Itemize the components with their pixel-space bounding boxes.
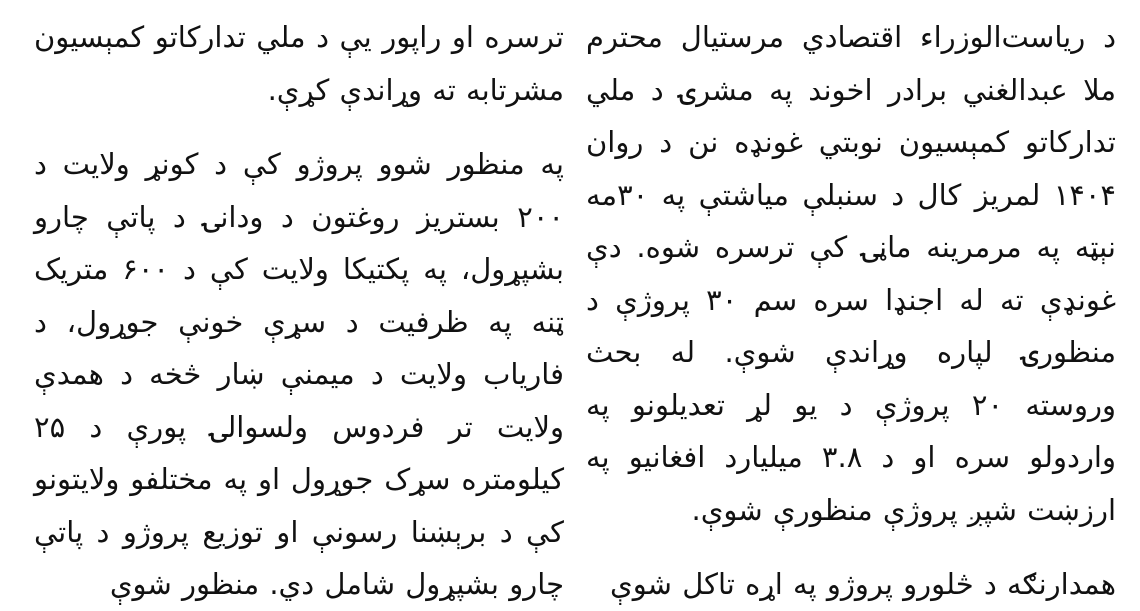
article-paragraph: همدارنګه د څلورو پروژو په اړه تاکل شوې [610, 567, 1116, 601]
article-paragraph: په منظور شوو پروژو کې د کونړ ولایت د ۲۰۰ بستریز روغتون د ودانۍ د پاتې چارو بشپړول، په پکتیکا ولایت کې د ۶۰۰ متریک ټنه په ظرفیت د سړې خونې جوړول، د فاریاب ولایت د میمنې ښار څخه د همدې ولایت تر فردوس ولسوالۍ پورې د ۲۵ کیلومتره سړک جوړول او په مختلفو ولایتونو کې د برېښنا رسونې او توزیع پروژو د پاتې چارو بشپړول شامل دي. منظور شوې [34, 147, 564, 601]
article-column-right [586, 0, 1116, 611]
article-paragraph: ترسره او راپور یې د ملي تدارکاتو کمېسیون مشرتابه ته وړاندې کړې. [34, 20, 564, 107]
article-paragraph: د ریاست‌الوزراء اقتصادي مرستیال محترم ملا عبدالغني برادر اخوند په مشرۍ د ملي تدارکاتو کمېسیون نوبتي غونډه نن د روان ۱۴۰۴ لمریز کال د سنبلې میاشتې په ۳۰مه نېټه په مرمرینه ماڼۍ کې ترسره شوه. دې غونډې ته له اجنډا سره سم ۳۰ پروژې د منظورۍ لپاره وړاندې شوې. له بحث وروسته ۲۰ پروژې د یو لړ تعدیلونو په واردولو سره او د ۳.۸ میلیارد افغانیو په ارزښت شپږ پروژې منظورې شوې. [586, 20, 1116, 527]
article-column-left [34, 0, 564, 611]
